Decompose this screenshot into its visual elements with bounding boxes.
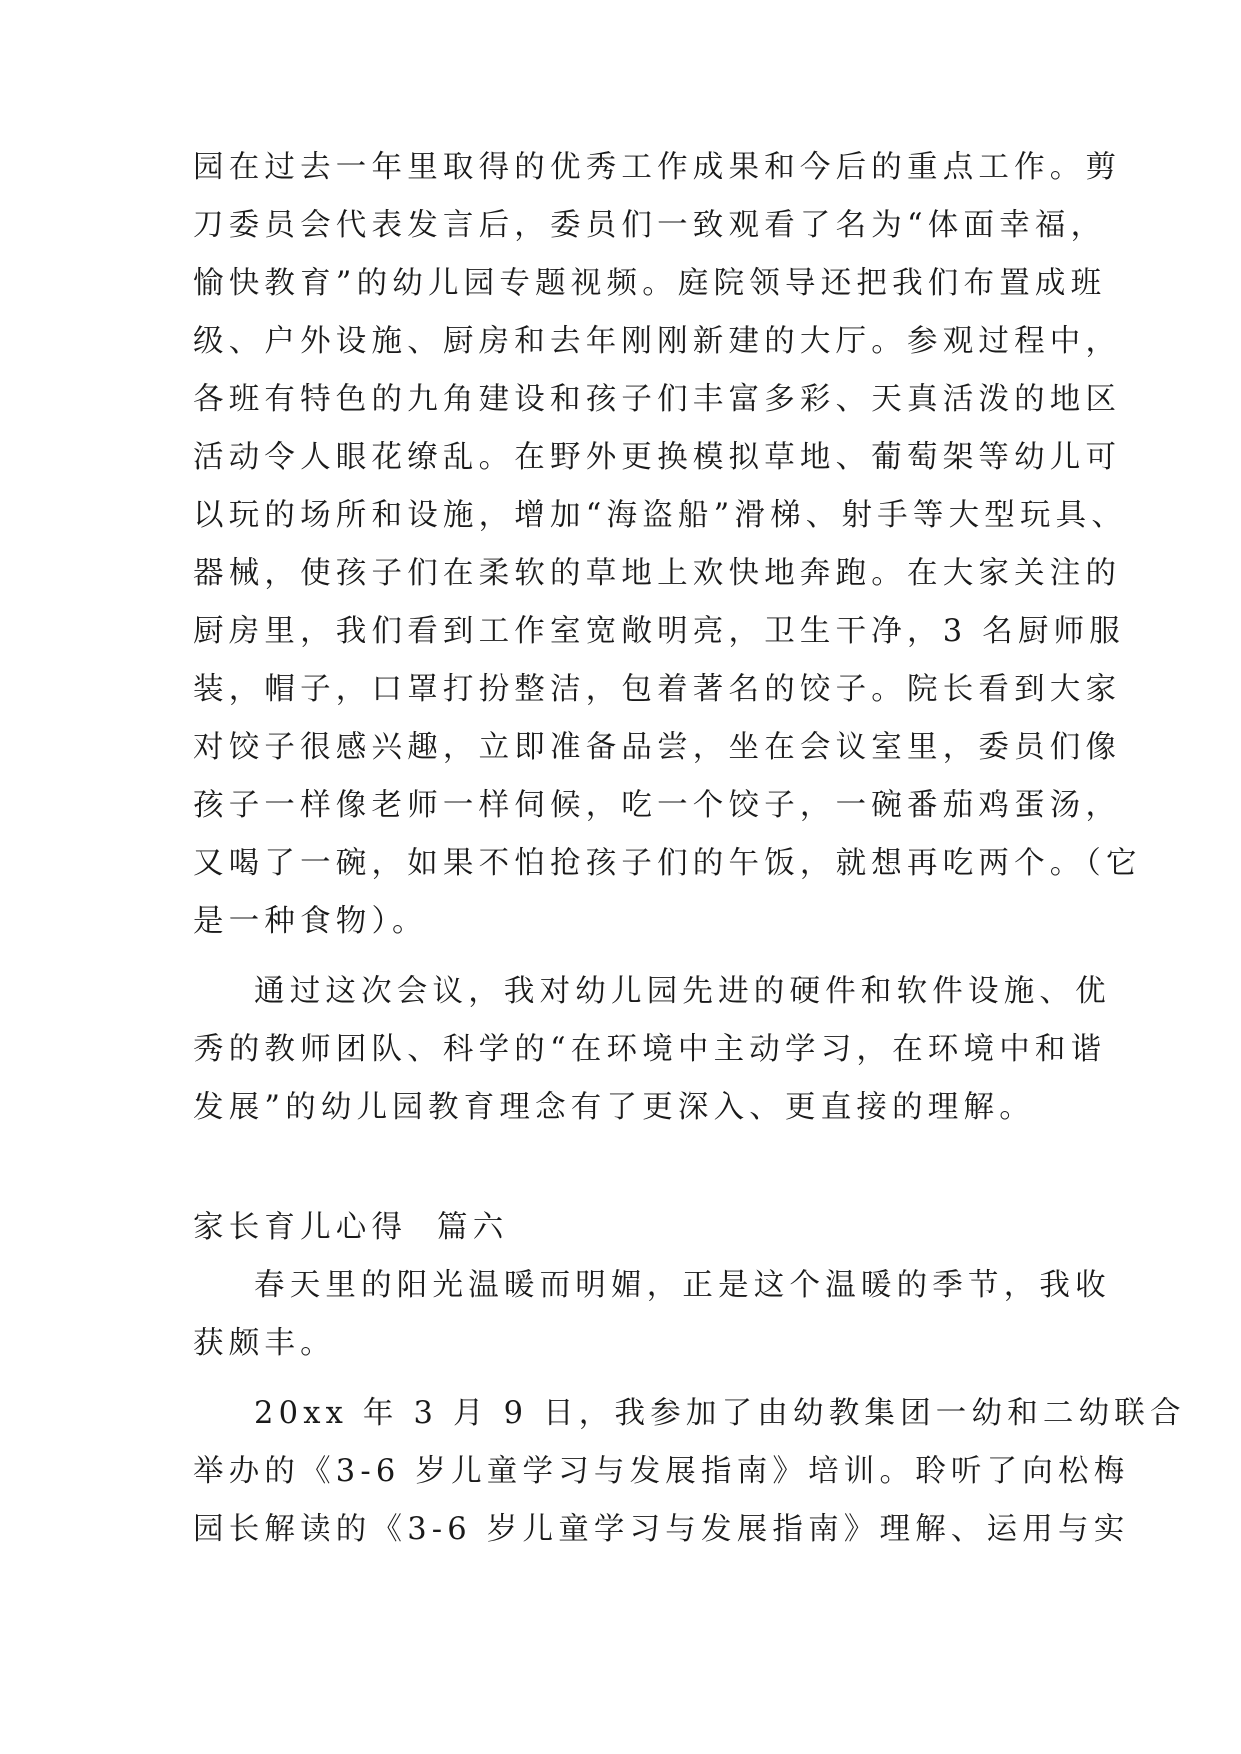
text-line: 对饺子很感兴趣，立即准备品尝，坐在会议室里，委员们像 bbox=[193, 730, 1122, 765]
text-line: 举办的《3-6 岁儿童学习与发展指南》培训。聆听了向松梅 bbox=[193, 1454, 1130, 1489]
text-line: 通过这次会议，我对幼儿园先进的硬件和软件设施、优 bbox=[254, 974, 1111, 1009]
text-line: 又喝了一碗，如果不怕抢孩子们的午饭，就想再吃两个。（它 bbox=[193, 846, 1142, 881]
text-line: 孩子一样像老师一样伺候，吃一个饺子，一碗番茄鸡蛋汤， bbox=[193, 788, 1122, 823]
text-line: 园长解读的《3-6 岁儿童学习与发展指南》理解、运用与实 bbox=[193, 1512, 1130, 1547]
text-line: 20xx 年 3 月 9 日，我参加了由幼教集团一幼和二幼联合 bbox=[254, 1396, 1186, 1431]
text-line: 各班有特色的九角建设和孩子们丰富多彩、天真活泼的地区 bbox=[193, 382, 1122, 417]
text-line: 以玩的场所和设施，增加“海盗船”滑梯、射手等大型玩具、 bbox=[193, 498, 1128, 533]
text-line: 春天里的阳光温暖而明媚，正是这个温暖的季节，我收 bbox=[254, 1268, 1111, 1303]
text-line: 获颇丰。 bbox=[193, 1326, 336, 1361]
text-line: 级、户外设施、厨房和去年刚刚新建的大厅。参观过程中， bbox=[193, 324, 1122, 359]
text-line: 装，帽子，口罩打扮整洁，包着著名的饺子。院长看到大家 bbox=[193, 672, 1122, 707]
text-line: 秀的教师团队、科学的“在环境中主动学习，在环境中和谐 bbox=[193, 1032, 1107, 1067]
text-line: 愉快教育”的幼儿园专题视频。庭院领导还把我们布置成班 bbox=[193, 266, 1107, 301]
text-line: 刀委员会代表发言后，委员们一致观看了名为“体面幸福， bbox=[193, 208, 1107, 243]
text-line: 发展”的幼儿园教育理念有了更深入、更直接的理解。 bbox=[193, 1090, 1035, 1125]
text-line: 是一种食物）。 bbox=[193, 904, 428, 939]
text-line: 园在过去一年里取得的优秀工作成果和今后的重点工作。剪 bbox=[193, 150, 1122, 185]
section-heading: 家长育儿心得 篇六 bbox=[193, 1210, 509, 1245]
text-line: 活动令人眼花缭乱。在野外更换模拟草地、葡萄架等幼儿可 bbox=[193, 440, 1122, 475]
text-line: 厨房里，我们看到工作室宽敞明亮，卫生干净，3 名厨师服 bbox=[193, 614, 1125, 649]
text-line: 器械，使孩子们在柔软的草地上欢快地奔跑。在大家关注的 bbox=[193, 556, 1122, 591]
